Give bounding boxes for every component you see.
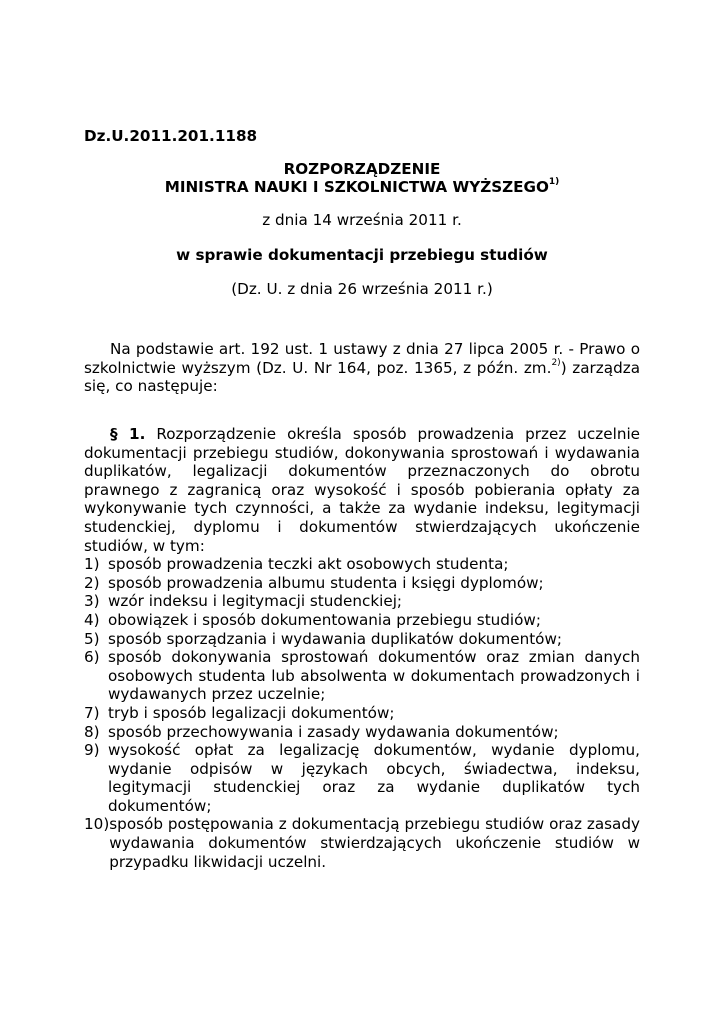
list-item	[84, 815, 640, 871]
intro-text	[84, 340, 640, 396]
list-item	[84, 611, 640, 630]
list-item	[84, 741, 640, 815]
issuer-text: MINISTRA NAUKI I SZKOLNICTWA WYŻSZEGO	[164, 178, 549, 196]
list-item-number: 8)	[84, 722, 100, 741]
list-item-number: 2)	[84, 573, 100, 592]
list-item	[84, 630, 640, 649]
list-item	[84, 648, 640, 704]
footnote-marker-1: 1)	[548, 176, 560, 187]
list-item-text: wysokość opłat za legalizację dokumentów, wydanie dyplomu, wydanie odpisów w językach obcych, świadectwa, indeksu, legitymacji studenckiej oraz za wydanie duplikatów tych dokumentów;	[108, 741, 640, 815]
list-item-number: 5)	[84, 629, 100, 648]
list-item	[84, 704, 640, 723]
list-item-number: 4)	[84, 610, 100, 629]
footnote-marker-2: 2)	[551, 357, 561, 368]
list-item-text: sposób przechowywania i zasady wydawania dokumentów;	[108, 722, 559, 741]
section-1-list	[84, 555, 640, 871]
list-item	[84, 555, 640, 574]
list-item-text: sposób sporządzania i wydawania duplikatów dokumentów;	[108, 629, 563, 648]
act-date: z dnia 14 września 2011 r.	[262, 211, 462, 229]
intro-text-end: ) zarządza się, co następuje:	[84, 358, 641, 396]
section-1-lead	[84, 425, 640, 555]
list-item	[84, 592, 640, 611]
intro-text-main: Na podstawie art. 192 ust. 1 ustawy z dnia 27 lipca 2005 r. - Prawo o szkolnictwie wyższym (Dz. U. Nr 164, poz. 1365, z późn. zm.	[84, 340, 640, 377]
publication-info: (Dz. U. z dnia 26 września 2011 r.)	[231, 280, 493, 298]
list-item-text: sposób postępowania z dokumentacją przebiegu studiów oraz zasady wydawania dokumentów stwierdzających ukończenie studiów w przypadku likwidacji uczelni.	[109, 815, 640, 871]
section-number: § 1.	[110, 425, 146, 443]
list-item-number: 3)	[84, 592, 100, 611]
issuer-heading	[84, 178, 640, 197]
list-item-text: sposób prowadzenia albumu studenta i księgi dyplomów;	[108, 573, 544, 592]
list-item	[84, 574, 640, 593]
section-1-text: Rozporządzenie określa sposób prowadzenia przez uczelnie dokumentacji przebiegu studiów, dokonywania sprostowań i wydawania duplikatów, legalizacji dokumentów przeznaczonych do obrotu prawnego z zagranicą oraz wysokość i sposób pobierania opłaty za wykonywanie tych czynności, a także za wydanie indeksu, legitymacji studenckiej, dyplomu i dokumentów stwierdzających ukończenie studiów, w tym:	[84, 425, 641, 555]
section-1	[84, 425, 640, 871]
list-item-number: 6)	[84, 648, 100, 667]
list-item-text: sposób dokonywania sprostowań dokumentów oraz zmian danych osobowych studenta lub absolwenta w dokumentach prowadzonych i wydawanych przez uczelnie;	[108, 648, 640, 704]
act-type-heading: ROZPORZĄDZENIE	[283, 160, 441, 178]
list-item-number: 1)	[84, 555, 100, 574]
act-subject: w sprawie dokumentacji przebiegu studiów	[176, 246, 548, 264]
list-item-text: wzór indeksu i legitymacji studenckiej;	[108, 592, 403, 611]
list-item-number: 9)	[84, 741, 100, 760]
list-item-number: 7)	[84, 703, 100, 722]
intro-paragraph	[84, 340, 640, 396]
list-item-text: sposób prowadzenia teczki akt osobowych studenta;	[108, 555, 509, 574]
list-item-text: obowiązek i sposób dokumentowania przebiegu studiów;	[108, 610, 541, 629]
list-item	[84, 723, 640, 742]
journal-reference: Dz.U.2011.201.1188	[84, 127, 258, 145]
list-item-text: tryb i sposób legalizacji dokumentów;	[108, 703, 395, 722]
list-item-number: 10)	[84, 815, 110, 834]
